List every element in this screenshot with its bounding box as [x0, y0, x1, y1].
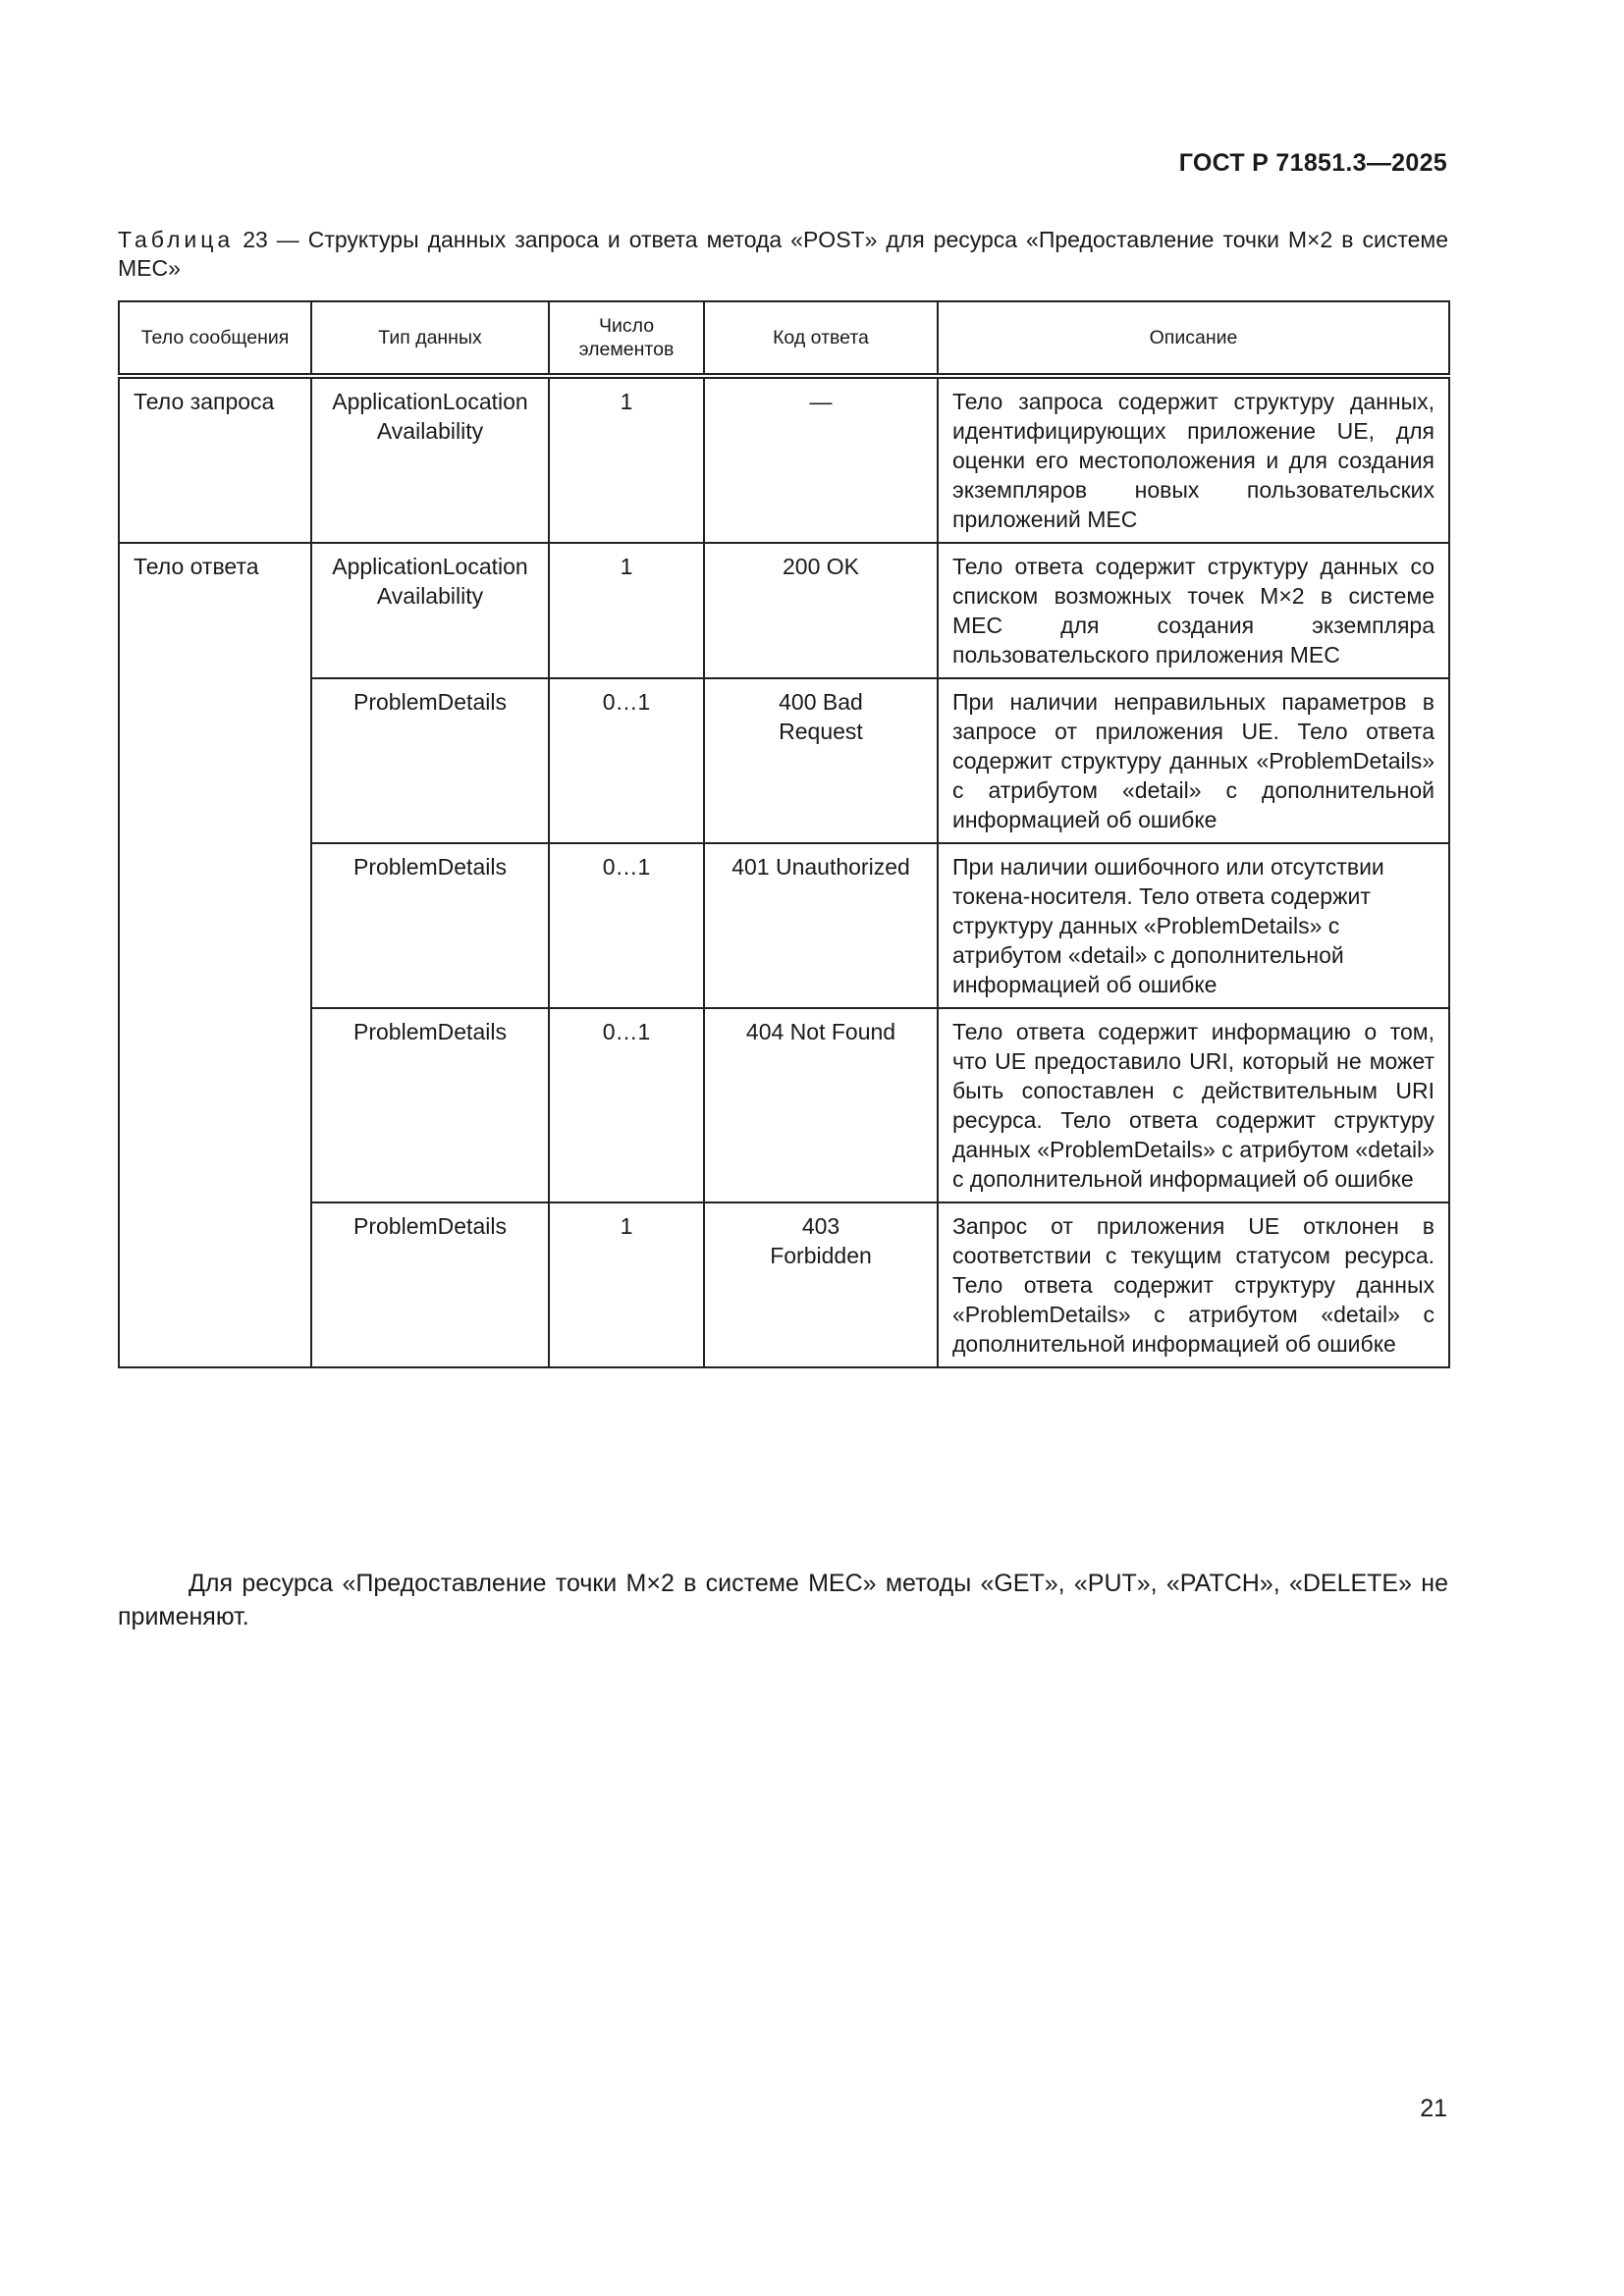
element-count-cell: 0…1 [549, 843, 704, 1008]
table-caption-text: 23 — Структуры данных запроса и ответа метода «POST» для ресурса «Предоставление точки M×2 в системе MEC» [118, 227, 1448, 281]
table-row [119, 1202, 1449, 1367]
column-header: Код ответа [704, 301, 938, 376]
body-paragraph: Для ресурса «Предоставление точки M×2 в системе MEC» методы «GET», «PUT», «PATCH», «DELETE» не применяют. [118, 1570, 1448, 1630]
description-cell: Запрос от приложения UE отклонен в соответствии с текущим статусом ресурса. Тело ответа содержит структуру данных «ProblemDetails» с атрибутом «detail» с дополнительной информацией об ошибке [938, 1202, 1449, 1367]
data-type-cell: ProblemDetails [311, 843, 549, 1008]
response-code-cell: 403 Forbidden [704, 1202, 938, 1367]
table-row [119, 376, 1449, 543]
document-code: ГОСТ Р 71851.3—2025 [1178, 149, 1447, 177]
table-row [119, 843, 1449, 1008]
table-caption [118, 226, 1448, 283]
message-body-cell: Тело запроса [119, 376, 311, 543]
description-cell: Тело ответа содержит структуру данных со списком возможных точек M×2 в системе MEC для создания экземпляра пользовательского приложения MEC [938, 543, 1449, 678]
page-number: 21 [1420, 2095, 1447, 2122]
response-code-cell: — [704, 376, 938, 543]
element-count-cell: 0…1 [549, 1008, 704, 1202]
data-type-cell: ProblemDetails [311, 678, 549, 843]
element-count-cell: 0…1 [549, 678, 704, 843]
data-type-cell: ApplicationLocationAvailability [311, 543, 549, 678]
description-cell: Тело запроса содержит структуру данных, идентифицирующих приложение UE, для оценки его местоположения и для создания экземпляров новых пользовательских приложений MEC [938, 376, 1449, 543]
response-code-cell: 400 Bad Request [704, 678, 938, 843]
column-header: Тело сообщения [119, 301, 311, 376]
element-count-cell: 1 [549, 543, 704, 678]
message-body-cell: Тело ответа [119, 543, 311, 1367]
element-count-cell: 1 [549, 1202, 704, 1367]
response-code-cell: 401 Unauthorized [704, 843, 938, 1008]
table-row [119, 543, 1449, 678]
element-count-cell: 1 [549, 376, 704, 543]
data-type-cell: ApplicationLocationAvailability [311, 376, 549, 543]
table-row [119, 1008, 1449, 1202]
description-cell: При наличии ошибочного или отсутствии токена-носителя. Тело ответа содержит структуру данных «ProblemDetails» с атрибутом «detail» с дополнительной информацией об ошибке [938, 843, 1449, 1008]
table-row [119, 678, 1449, 843]
table-caption-label: Таблица [118, 227, 235, 252]
data-structures-table [118, 300, 1450, 1368]
description-cell: Тело ответа содержит информацию о том, что UE предоставило URI, который не может быть сопоставлен с действительным URI ресурса. Тело ответа содержит структуру данных «ProblemDetails» с атрибутом «detail» с дополнительной информацией об ошибке [938, 1008, 1449, 1202]
table-header-row [119, 301, 1449, 376]
data-type-cell: ProblemDetails [311, 1202, 549, 1367]
response-code-cell: 200 OK [704, 543, 938, 678]
column-header: Тип данных [311, 301, 549, 376]
description-cell: При наличии неправильных параметров в запросе от приложения UE. Тело ответа содержит структуру данных «ProblemDetails» с атрибутом «detail» с дополнительной информацией об ошибке [938, 678, 1449, 843]
column-header: Число элементов [549, 301, 704, 376]
column-header: Описание [938, 301, 1449, 376]
data-type-cell: ProblemDetails [311, 1008, 549, 1202]
response-code-cell: 404 Not Found [704, 1008, 938, 1202]
